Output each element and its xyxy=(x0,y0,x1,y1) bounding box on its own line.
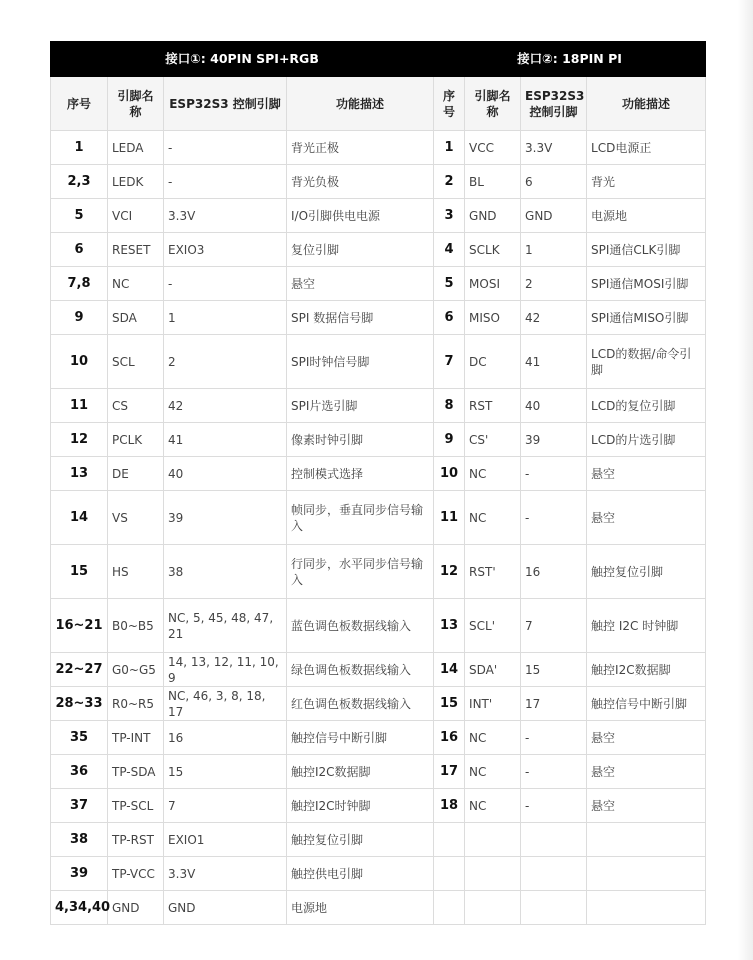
table-row xyxy=(51,233,706,267)
if2-pin-name xyxy=(465,823,521,857)
if2-function-desc: SPI通信CLK引脚 xyxy=(587,233,706,267)
if1-pin-name: VS xyxy=(108,491,164,545)
if2-pin-number: 14 xyxy=(434,653,465,687)
if2-esp32-pin: 41 xyxy=(521,335,587,389)
if2-pin-name xyxy=(465,891,521,925)
if2-pin-name: SDA' xyxy=(465,653,521,687)
header-no: 序号 xyxy=(434,77,465,131)
if1-pin-number: 4,34,40 xyxy=(51,891,108,925)
if2-esp32-pin: - xyxy=(521,457,587,491)
if2-esp32-pin: GND xyxy=(521,199,587,233)
if2-pin-name: NC xyxy=(465,491,521,545)
if2-pin-name xyxy=(465,857,521,891)
if1-pin-number: 22~27 xyxy=(51,653,108,687)
if2-pin-number xyxy=(434,823,465,857)
table-row xyxy=(51,755,706,789)
if1-function-desc: 红色调色板数据线输入 xyxy=(287,687,434,721)
if2-function-desc: 触控复位引脚 xyxy=(587,545,706,599)
interface1-title: 接口①: 40PIN SPI+RGB xyxy=(51,42,434,77)
table-row xyxy=(51,653,706,687)
if1-esp32-pin: 42 xyxy=(164,389,287,423)
if2-function-desc: 触控I2C数据脚 xyxy=(587,653,706,687)
if1-pin-name: RESET xyxy=(108,233,164,267)
if1-esp32-pin: EXIO1 xyxy=(164,823,287,857)
if1-esp32-pin: 38 xyxy=(164,545,287,599)
if1-esp32-pin: 2 xyxy=(164,335,287,389)
table-row xyxy=(51,423,706,457)
if2-function-desc: 触控信号中断引脚 xyxy=(587,687,706,721)
if2-esp32-pin xyxy=(521,857,587,891)
if2-pin-number: 4 xyxy=(434,233,465,267)
if2-esp32-pin: 1 xyxy=(521,233,587,267)
pin-table-body xyxy=(51,131,706,925)
if1-pin-name: LEDK xyxy=(108,165,164,199)
if1-esp32-pin: 15 xyxy=(164,755,287,789)
header-esp-pin: ESP32S3 控制引脚 xyxy=(521,77,587,131)
title-row xyxy=(51,42,706,77)
if1-function-desc: 复位引脚 xyxy=(287,233,434,267)
if1-function-desc: 控制模式选择 xyxy=(287,457,434,491)
if2-pin-number: 17 xyxy=(434,755,465,789)
if1-pin-name: HS xyxy=(108,545,164,599)
header-desc: 功能描述 xyxy=(587,77,706,131)
if1-function-desc: 触控供电引脚 xyxy=(287,857,434,891)
if1-pin-number: 7,8 xyxy=(51,267,108,301)
if2-esp32-pin: 15 xyxy=(521,653,587,687)
if1-pin-name: G0~G5 xyxy=(108,653,164,687)
if2-pin-name: NC xyxy=(465,457,521,491)
if2-esp32-pin: 7 xyxy=(521,599,587,653)
if1-function-desc: 电源地 xyxy=(287,891,434,925)
if1-pin-name: TP-VCC xyxy=(108,857,164,891)
if1-function-desc: SPI 数据信号脚 xyxy=(287,301,434,335)
if1-pin-number: 37 xyxy=(51,789,108,823)
if1-pin-name: GND xyxy=(108,891,164,925)
if1-esp32-pin: 14, 13, 12, 11, 10, 9 xyxy=(164,653,287,687)
if2-pin-name: MOSI xyxy=(465,267,521,301)
header-desc: 功能描述 xyxy=(287,77,434,131)
if1-pin-number: 6 xyxy=(51,233,108,267)
if1-pin-number: 1 xyxy=(51,131,108,165)
header-no: 序号 xyxy=(51,77,108,131)
if2-esp32-pin: - xyxy=(521,491,587,545)
if1-pin-number: 39 xyxy=(51,857,108,891)
if1-pin-number: 2,3 xyxy=(51,165,108,199)
if2-esp32-pin: - xyxy=(521,721,587,755)
if2-pin-name: CS' xyxy=(465,423,521,457)
table-row xyxy=(51,267,706,301)
if2-function-desc xyxy=(587,857,706,891)
if2-esp32-pin xyxy=(521,823,587,857)
if2-pin-number: 8 xyxy=(434,389,465,423)
if1-pin-name: TP-INT xyxy=(108,721,164,755)
table-row xyxy=(51,857,706,891)
if2-function-desc: 背光 xyxy=(587,165,706,199)
if1-esp32-pin: NC, 46, 3, 8, 18, 17 xyxy=(164,687,287,721)
if2-function-desc xyxy=(587,823,706,857)
if2-pin-name: GND xyxy=(465,199,521,233)
if1-esp32-pin: 3.3V xyxy=(164,199,287,233)
if2-pin-number: 12 xyxy=(434,545,465,599)
if1-pin-number: 14 xyxy=(51,491,108,545)
header-pin-name: 引脚名称 xyxy=(108,77,164,131)
if1-pin-name: TP-SDA xyxy=(108,755,164,789)
table-row xyxy=(51,335,706,389)
table-row xyxy=(51,457,706,491)
table-row xyxy=(51,721,706,755)
if1-esp32-pin: 16 xyxy=(164,721,287,755)
if2-pin-name: SCL' xyxy=(465,599,521,653)
if1-pin-number: 12 xyxy=(51,423,108,457)
if2-pin-number: 9 xyxy=(434,423,465,457)
if1-function-desc: 蓝色调色板数据线输入 xyxy=(287,599,434,653)
if1-pin-name: NC xyxy=(108,267,164,301)
table-row xyxy=(51,301,706,335)
table-row xyxy=(51,545,706,599)
if2-function-desc: 悬空 xyxy=(587,721,706,755)
if2-esp32-pin: - xyxy=(521,755,587,789)
if2-esp32-pin: 39 xyxy=(521,423,587,457)
if1-pin-name: LEDA xyxy=(108,131,164,165)
if1-pin-number: 10 xyxy=(51,335,108,389)
if1-pin-name: R0~R5 xyxy=(108,687,164,721)
if2-pin-number xyxy=(434,857,465,891)
if1-esp32-pin: - xyxy=(164,131,287,165)
if2-pin-name: INT' xyxy=(465,687,521,721)
header-esp-pin: ESP32S3 控制引脚 xyxy=(164,77,287,131)
page-edge-shadow xyxy=(738,0,753,960)
if1-pin-number: 9 xyxy=(51,301,108,335)
if1-pin-name: SCL xyxy=(108,335,164,389)
if2-function-desc: LCD的片选引脚 xyxy=(587,423,706,457)
if1-esp32-pin: EXIO3 xyxy=(164,233,287,267)
if1-function-desc: 背光负极 xyxy=(287,165,434,199)
table-row xyxy=(51,823,706,857)
header-row xyxy=(51,77,706,131)
if1-pin-number: 35 xyxy=(51,721,108,755)
if2-pin-name: SCLK xyxy=(465,233,521,267)
if2-pin-name: NC xyxy=(465,721,521,755)
if1-function-desc: I/O引脚供电电源 xyxy=(287,199,434,233)
if2-pin-number: 7 xyxy=(434,335,465,389)
if2-esp32-pin: 17 xyxy=(521,687,587,721)
if2-esp32-pin xyxy=(521,891,587,925)
if2-pin-name: VCC xyxy=(465,131,521,165)
if2-function-desc xyxy=(587,891,706,925)
if1-function-desc: 触控I2C数据脚 xyxy=(287,755,434,789)
if2-function-desc: LCD的数据/命令引脚 xyxy=(587,335,706,389)
if2-pin-number: 16 xyxy=(434,721,465,755)
if2-function-desc: 悬空 xyxy=(587,457,706,491)
if2-pin-name: NC xyxy=(465,789,521,823)
if2-pin-name: NC xyxy=(465,755,521,789)
if1-function-desc: 触控I2C时钟脚 xyxy=(287,789,434,823)
if1-pin-name: TP-SCL xyxy=(108,789,164,823)
if2-esp32-pin: 2 xyxy=(521,267,587,301)
if1-pin-number: 28~33 xyxy=(51,687,108,721)
if1-function-desc: 触控信号中断引脚 xyxy=(287,721,434,755)
if1-esp32-pin: 40 xyxy=(164,457,287,491)
if1-function-desc: 帧同步，垂直同步信号输入 xyxy=(287,491,434,545)
table-row xyxy=(51,199,706,233)
if1-esp32-pin: - xyxy=(164,267,287,301)
if2-pin-name: BL xyxy=(465,165,521,199)
if1-esp32-pin: 41 xyxy=(164,423,287,457)
if1-function-desc: 悬空 xyxy=(287,267,434,301)
if1-function-desc: SPI片选引脚 xyxy=(287,389,434,423)
if1-pin-number: 11 xyxy=(51,389,108,423)
if1-pin-number: 16~21 xyxy=(51,599,108,653)
if1-pin-number: 38 xyxy=(51,823,108,857)
if1-esp32-pin: GND xyxy=(164,891,287,925)
if1-esp32-pin: 39 xyxy=(164,491,287,545)
if2-function-desc: SPI通信MISO引脚 xyxy=(587,301,706,335)
if1-function-desc: SPI时钟信号脚 xyxy=(287,335,434,389)
if1-pin-name: TP-RST xyxy=(108,823,164,857)
if2-function-desc: 触控 I2C 时钟脚 xyxy=(587,599,706,653)
if1-esp32-pin: 3.3V xyxy=(164,857,287,891)
if2-function-desc: SPI通信MOSI引脚 xyxy=(587,267,706,301)
if2-function-desc: LCD电源正 xyxy=(587,131,706,165)
table-row xyxy=(51,789,706,823)
if1-pin-name: PCLK xyxy=(108,423,164,457)
table-row xyxy=(51,389,706,423)
table-row xyxy=(51,891,706,925)
if2-pin-name: MISO xyxy=(465,301,521,335)
if1-function-desc: 背光正极 xyxy=(287,131,434,165)
if1-pin-number: 13 xyxy=(51,457,108,491)
if1-esp32-pin: 1 xyxy=(164,301,287,335)
table-row xyxy=(51,131,706,165)
if2-pin-number: 3 xyxy=(434,199,465,233)
table-row xyxy=(51,491,706,545)
table-row xyxy=(51,599,706,653)
if2-function-desc: 电源地 xyxy=(587,199,706,233)
table-row xyxy=(51,687,706,721)
if2-esp32-pin: 6 xyxy=(521,165,587,199)
if2-pin-name: DC xyxy=(465,335,521,389)
if2-pin-number: 15 xyxy=(434,687,465,721)
if2-pin-number: 2 xyxy=(434,165,465,199)
if2-pin-number: 13 xyxy=(434,599,465,653)
if1-esp32-pin: - xyxy=(164,165,287,199)
if1-function-desc: 行同步，水平同步信号输入 xyxy=(287,545,434,599)
if2-esp32-pin: 16 xyxy=(521,545,587,599)
if1-function-desc: 绿色调色板数据线输入 xyxy=(287,653,434,687)
if2-esp32-pin: 3.3V xyxy=(521,131,587,165)
if2-pin-number: 10 xyxy=(434,457,465,491)
if2-pin-name: RST' xyxy=(465,545,521,599)
if2-pin-number: 11 xyxy=(434,491,465,545)
if2-esp32-pin: 40 xyxy=(521,389,587,423)
if1-pin-number: 36 xyxy=(51,755,108,789)
if1-pin-number: 5 xyxy=(51,199,108,233)
if2-function-desc: LCD的复位引脚 xyxy=(587,389,706,423)
if2-pin-name: RST xyxy=(465,389,521,423)
if1-pin-name: DE xyxy=(108,457,164,491)
if2-pin-number xyxy=(434,891,465,925)
if2-esp32-pin: 42 xyxy=(521,301,587,335)
if1-pin-name: B0~B5 xyxy=(108,599,164,653)
if1-function-desc: 像素时钟引脚 xyxy=(287,423,434,457)
interface2-title: 接口②: 18PIN PI xyxy=(434,42,706,77)
pin-table xyxy=(50,41,706,925)
if2-pin-number: 18 xyxy=(434,789,465,823)
if1-pin-name: SDA xyxy=(108,301,164,335)
if1-pin-number: 15 xyxy=(51,545,108,599)
if1-pin-name: VCI xyxy=(108,199,164,233)
if2-pin-number: 5 xyxy=(434,267,465,301)
if2-pin-number: 6 xyxy=(434,301,465,335)
if1-esp32-pin: NC, 5, 45, 48, 47, 21 xyxy=(164,599,287,653)
header-pin-name: 引脚名称 xyxy=(465,77,521,131)
table-row xyxy=(51,165,706,199)
if1-pin-name: CS xyxy=(108,389,164,423)
if2-function-desc: 悬空 xyxy=(587,491,706,545)
if1-esp32-pin: 7 xyxy=(164,789,287,823)
if2-function-desc: 悬空 xyxy=(587,755,706,789)
if1-function-desc: 触控复位引脚 xyxy=(287,823,434,857)
if2-function-desc: 悬空 xyxy=(587,789,706,823)
if2-pin-number: 1 xyxy=(434,131,465,165)
if2-esp32-pin: - xyxy=(521,789,587,823)
